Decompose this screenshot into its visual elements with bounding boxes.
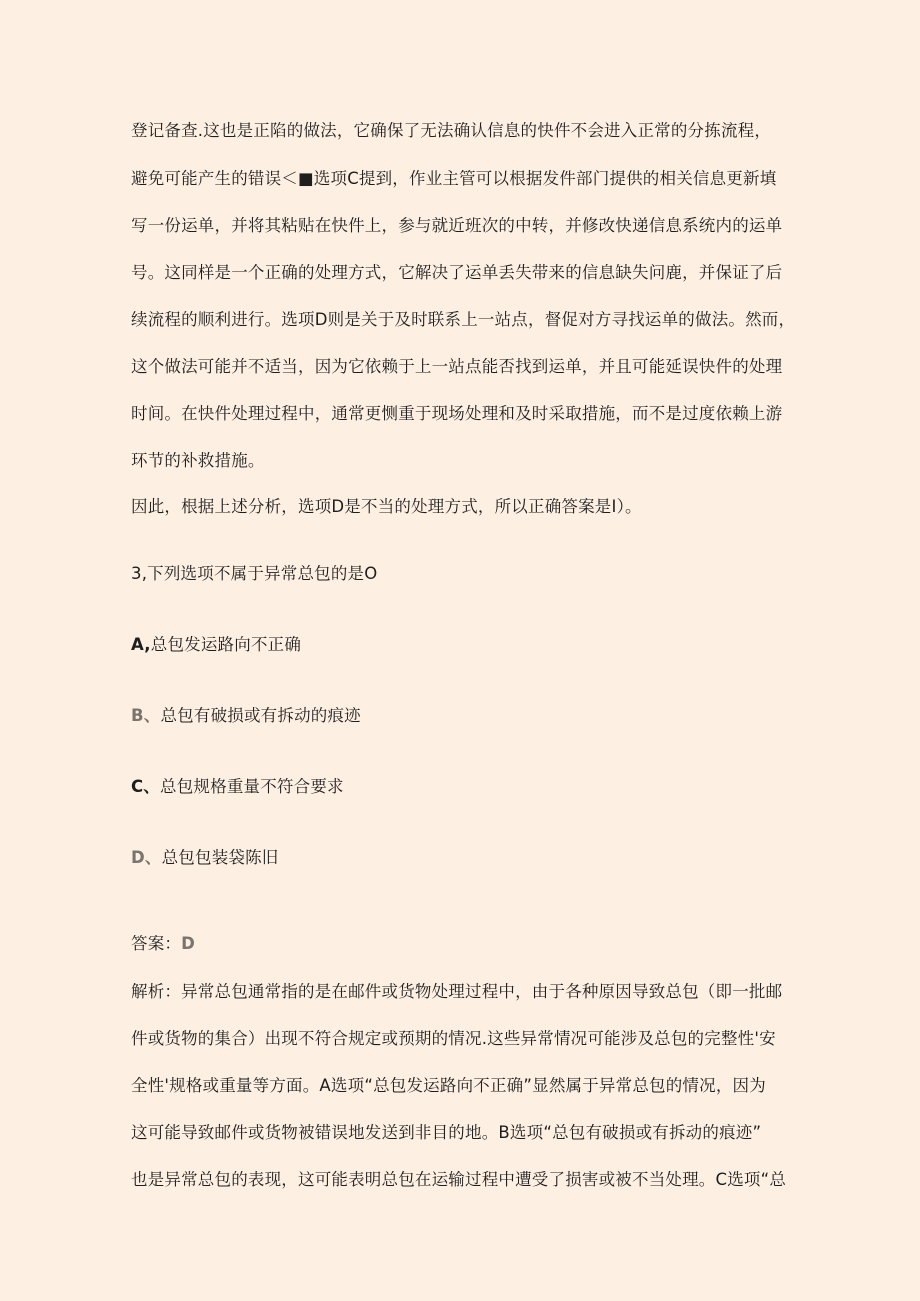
answer-label: 答案： — [131, 934, 182, 953]
answer-value: D — [181, 934, 196, 953]
explanation-line: 登记备查.这也是正陷的做法，它确保了无法确认信息的快件不会进入正常的分拣流程， — [131, 121, 772, 140]
option-text: 总包发运路向不正确 — [150, 635, 302, 654]
explanation-line: 续流程的顺利进行。选项D则是关于及时联系上一站点，督促对方寻找运单的做法。然而， — [131, 310, 796, 329]
explanation-line: 写一份运单，并将其粘贴在快件上，参与就近班次的中转，并修改快递信息系统内的运单 — [131, 216, 783, 235]
answer-line — [131, 934, 195, 954]
option-letter: A, — [131, 635, 151, 654]
explanation-conclusion: 因此，根据上述分析，选项D是不当的处理方式，所以正确答案是I）。 — [131, 497, 642, 516]
option-b — [131, 706, 361, 726]
analysis-line: 解析：异常总包通常指的是在邮件或货物处理过程中，由于各种原因导致总包（即一批邮 — [131, 982, 783, 1001]
option-text: 总包规格重量不符合要求 — [160, 777, 344, 796]
explanation-line: 这个做法可能并不适当，因为它依赖于上一站点能否找到运单，并且可能延误快件的处理 — [131, 357, 783, 376]
option-a — [131, 635, 301, 655]
option-text: 总包包装袋陈旧 — [161, 848, 279, 867]
explanation-line: 时间。在快件处理过程中，通常更恻重于现场处理和及时采取措施，而不是过度依赖上游 — [131, 404, 783, 423]
option-letter: C、 — [131, 777, 161, 796]
analysis-line: 件或货物的集合）出现不符合规定或预期的情况.这些异常情况可能涉及总包的完整性'安 — [131, 1029, 776, 1048]
explanation-line: 避免可能产生的错误＜■选项C提到，作业主管可以根据发件部门提供的相关信息更新填 — [131, 169, 777, 188]
explanation-line: 环节的补救措施。 — [131, 451, 265, 470]
option-c — [131, 777, 344, 797]
analysis-line: 全性'规格或重量等方面。A选项“总包发运路向不正确”显然属于异常总包的情况，因为 — [131, 1076, 766, 1095]
explanation-line: 号。这同样是一个正确的处理方式，它解决了运单丢失带来的信息缺失问鹿，并保证了后 — [131, 263, 783, 282]
option-letter: B、 — [131, 706, 161, 725]
option-d — [131, 848, 279, 868]
option-letter: D、 — [131, 848, 162, 867]
option-text: 总包有破损或有拆动的痕迹 — [160, 706, 361, 725]
analysis-line: 这可能导致邮件或货物被错误地发送到非目的地。B选项“总包有破损或有拆动的痕迹” — [131, 1123, 762, 1142]
analysis-line: 也是异常总包的表现，这可能表明总包在运输过程中遭受了损害或被不当处理。C选项“总 — [131, 1170, 787, 1189]
question-title: 3,下列选项不属于异常总包的是O — [131, 564, 378, 583]
